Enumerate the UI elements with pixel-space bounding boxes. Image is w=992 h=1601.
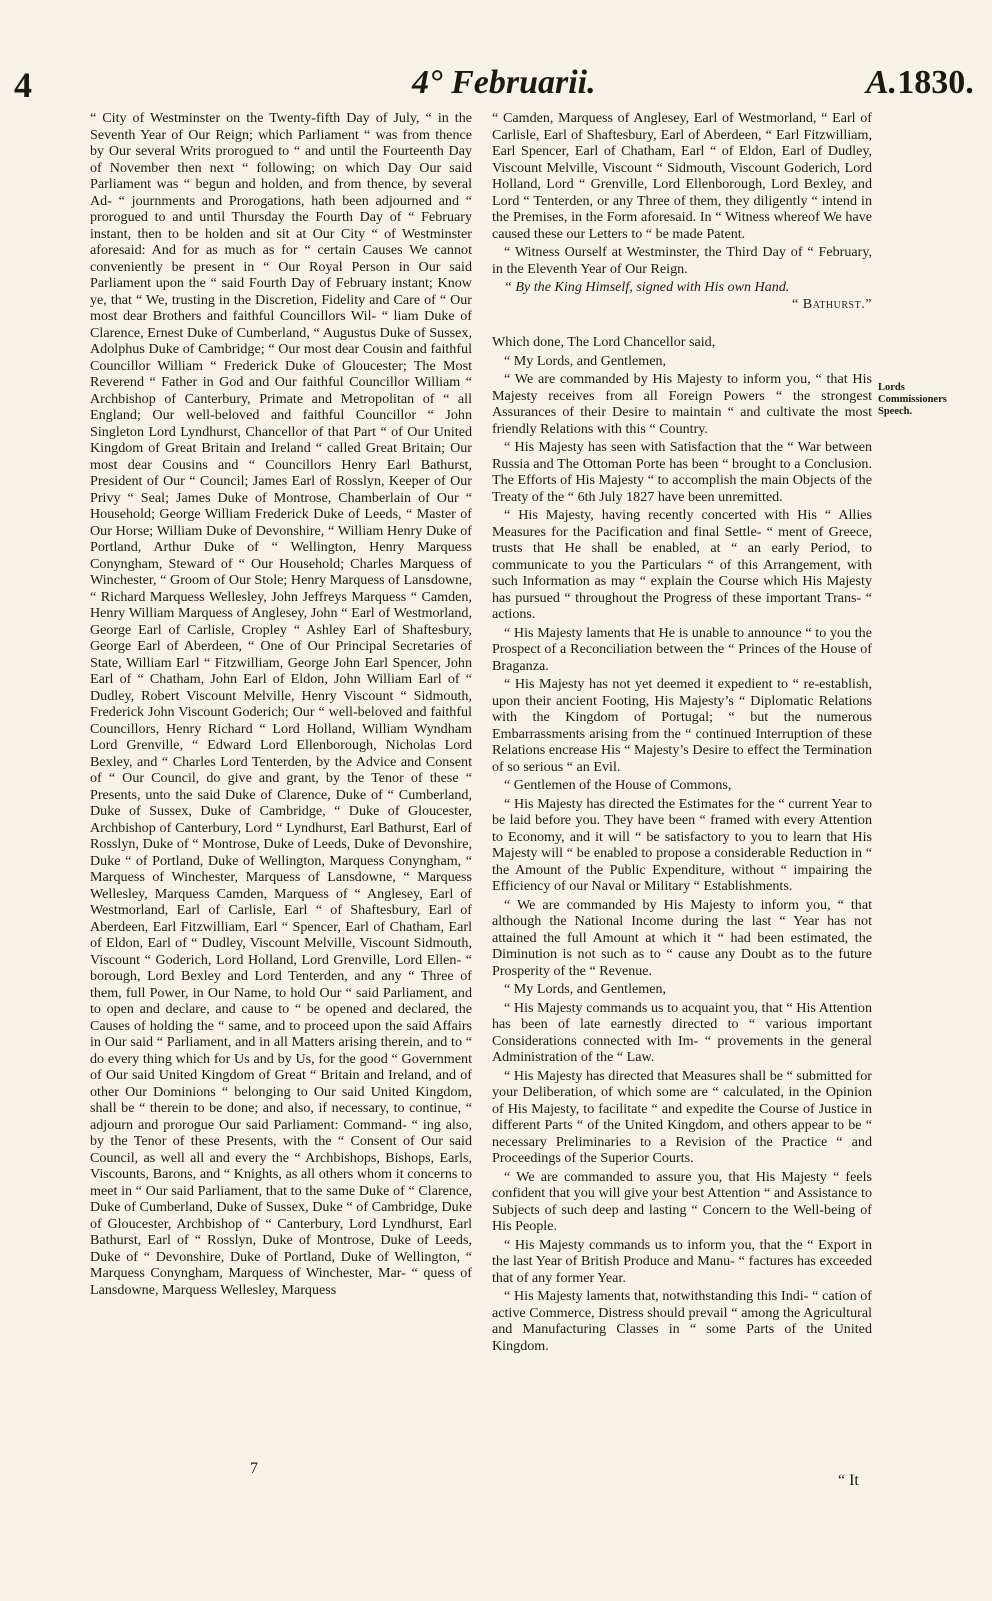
speech-paragraph: “ My Lords, and Gentlemen,: [504, 981, 667, 997]
speech-paragraph: “ His Majesty commands us to inform you, that the “ Export in the last Year of British Produce and Manu- “ factures has exceeded that of any former Year.: [492, 1236, 872, 1286]
year-prefix: A.: [866, 64, 898, 101]
left-column-text: “ City of Westminster on the Twenty-fifth Day of July, “ in the Seventh Year of Our Reign; which Parliament “ was from thence by Our several Writs prorogued to “ and until the Fourteenth Day of November then next “ following; on which Day Our said Parliament was “ begun and holden, and from thence, by several Ad- “ journments and Prorogations, hath been adjourned and “ prorogued to and until Thursday the Fourth Day of “ February instant, then to be holden and sit at Our City “ of Westminster aforesaid: And for as much as for “ certain Causes We cannot conveniently be present in “ Our Royal Person in Our said Parliament upon the “ said Fourth Day of February instant; Know ye, that “ We, trusting in the Discretion, Fidelity and Care of “ Our most dear Brothers and faithful Councillors Wil- “ liam Duke of Clarence, Ernest Duke of Cumberland, “ Augustus Duke of Sussex, Adolphus Duke of Cambridge; “ Our most dear Cousin and faithful Councillor William “ Frederick Duke of Gloucester; The Most Reverend “ Father in God and Our faithful Councillor William “ Archbishop of Canterbury, Primate and Metropolitan of “ all England; Our well-beloved and faithful Councillor “ John Singleton Lord Lyndhurst, Chancellor of that Part “ of Our United Kingdom of Great Britain and Ireland “ called Great Britain; Our most dear Cousins and “ Councillors Henry Earl Bathurst, President of Our “ Council; James Earl of Rosslyn, Keeper of Our Privy “ Seal; James Duke of Montrose, Chamberlain of Our “ Household; George William Frederick Duke of Leeds, “ Master of Our Horse; William Duke of Devonshire, “ William Henry Duke of Portland, Arthur Duke of “ Wellington, Henry Marquess Conyngham, Steward of “ Our Household; Charles Marquess of Winchester, “ Groom of Our Stole; Henry Marquess of Lansdowne, “ Richard Marquess Wellesley, John Jeffreys Marquess “ Camden, Henry William Marquess of Anglesey, John “ Earl of Westmorland, George Earl of Carlisle, Cropley “ Ashley Earl of Shaftesbury, George Earl of Aberdeen, “ One of Our Principal Secretaries of State, William Earl “ Fitzwilliam, George John Earl Spencer, John Earl of “ Chatham, John Earl of Eldon, John William Earl of “ Dudley, Robert Viscount Melville, Henry Viscount “ Sidmouth, Frederick John Viscount Goderich; Our “ well-beloved and faithful Councillors, Henry Richard “ Lord Holland, William Wyndham Lord Grenville, “ Edward Lord Ellenborough, Nicholas Lord Bexley, and “ Charles Lord Tenterden, by the Advice and Consent of “ Our Council, do give and grant, by the Tenor of these “ Presents, unto the said Duke of Clarence, Duke of “ Cumberland, Duke of Sussex, Duke of Cambridge, “ Duke of Gloucester, Archbishop of Canterbury, Lord “ Lyndhurst, Earl Bathurst, Earl of Rosslyn, Duke of “ Montrose, Duke of Leeds, Duke of Devonshire, Duke “ of Portland, Duke of Wellington, Marquess Conyngham, “ Marquess of Winchester, Marquess of Lansdowne, “ Marquess Wellesley, Marquess Camden, Marquess of “ Anglesey, Earl of Westmorland, Earl of Carlisle, Earl “ of Shaftesbury, Earl of Aberdeen, Earl Fitzwilliam, Earl “ Spencer, Earl of Chatham, Earl of Eldon, Earl of “ Dudley, Viscount Melville, Viscount Sidmouth, Viscount “ Goderich, Lord Holland, Lord Grenville, Lord Ellen- “ borough, Lord Bexley and Lord Tenterden, and any “ Three of them, full Power, in Our Name, to hold Our “ said Parliament, and to open and declare, and cause to “ be opened and declared, the Causes of holding the “ same, and to proceed upon the said Affairs in Our said “ Parliament, and in all Matters arising therein, and to “ do every thing which for Us and by Us, for the good “ Government of Our said United Kingdom of Great “ Britain and Ireland, and of other Our Dominions “ belonging to Our said United Kingdom, shall be “ therein to be done; and also, if necessary, to continue, “ adjourn and prorogue Our said Parliament: Command- “ ing also, by the Tenor of these Presents, with the “ Consent of Our said Council, as well all and every the “ Archbishops, Bishops, Earls, Viscounts, Barons, and “ Knights, as all others whom it concerns to meet in “ Our said Parliament, that to the same Duke of “ Clarence, Duke of Cumberland, Duke of Sussex, Duke “ of Cambridge, Duke of Gloucester, Archbishop of “ Canterbury, Lord Lyndhurst, Earl Bathurst, Earl of “ Rosslyn, Duke of Montrose, Duke of Leeds, Duke of “ Devonshire, Duke of Portland, Duke of Wellington, “ Marquess Conyngham, Marquess of Winchester, Mar- “ quess of Lansdowne, Marquess Wellesley, Marquess: [90, 110, 472, 1298]
folio-number: 7: [250, 1460, 258, 1477]
letters-patent-close: “ Camden, Marquess of Anglesey, Earl of Westmorland, “ Earl of Carlisle, Earl of Shaftesbury, Earl of Aberdeen, “ Earl Fitzwilliam, Earl Spencer, Earl of Chatham, Earl “ of Eldon, Earl of Dudley, Viscount Melville, Viscount “ Sidmouth, Viscount Goderich, Lord Holland, Lord “ Grenville, Lord Ellenborough, Lord Bexley, and Lord “ Tenterden, or any Three of them, they diligently “ intend in the Premises, in the Form aforesaid. In “ Witness whereof We have caused these our Letters to “ be made Patent.: [492, 110, 872, 242]
speech-paragraph: “ My Lords, and Gentlemen,: [504, 352, 667, 369]
speech-paragraph: “ We are commanded by His Majesty to inform you, “ that although the National Income during the last “ Year has not attained the full Amount at which it “ had been estimated, the Diminution is not such as to “ cause any Doubt as to the future Prosperity of the “ Revenue.: [492, 896, 872, 979]
speech-paragraph: “ His Majesty has not yet deemed it expedient to “ re-establish, upon their ancient Footing, His Majesty’s “ Diplomatic Relations with the Kingdom of Portugal; “ but the numerous Embarrassments arising from the “ continued Interruption of these Relations encrease His “ Majesty’s Desire to effect the Termination of so serious “ an Evil.: [492, 676, 872, 775]
left-column: [90, 110, 472, 1298]
catchword: “ It: [838, 1472, 859, 1489]
speech-paragraph: “ His Majesty has directed the Estimates for the “ current Year to be laid before you. They have been “ framed with every Attention to Economy, and it will “ be satisfactory to you to learn that His Majesty will “ be enabled to propose a considerable Reduction in “ the Amount of the Public Expenditure, without “ impairing the Efficiency of our Naval or Military “ Establishments.: [492, 795, 872, 894]
year-heading: [866, 64, 974, 102]
speech-paragraph: “ We are commanded to assure you, that His Majesty “ feels confident that you will give your best Attention “ and Assistance to Subjects of such deep and lasting “ Concern to the Well-being of His People.: [492, 1168, 872, 1234]
speech-paragraph: “ His Majesty commands us to acquaint you, that “ His Attention has been of late earnestly directed to “ various important Considerations connected with Im- “ provements in the general Administration of the “ Law.: [492, 999, 872, 1065]
page-header: [0, 64, 992, 104]
speech-paragraph: “ His Majesty, having recently concerted with His “ Allies Measures for the Pacification and final Settle- “ ment of Greece, trusts that He shall be enabled, at “ an early Period, to communicate to you the Particulars “ of this Arrangement, with such Information as may “ explain the Course which His Majesty has pursued “ throughout the Progress of these important Trans- “ actions.: [492, 507, 872, 622]
speech-paragraph: “ Gentlemen of the House of Commons,: [504, 777, 732, 793]
signature: “ Bathurst.”: [792, 295, 872, 312]
right-column: [492, 110, 872, 1354]
margin-note: Lords Commissioners Speech.: [878, 382, 947, 417]
year-number: 1830.: [897, 64, 974, 101]
witness-line: “ Witness Ourself at Westminster, the Third Day of “ February, in the Eleventh Year of Our Reign.: [492, 244, 872, 277]
page-title: 4° Februarii.: [412, 64, 596, 101]
speech-paragraph: “ His Majesty has directed that Measures shall be “ submitted for your Deliberation, of which some are “ calculated, in the Opinion of His Majesty, to facilitate “ and expedite the Course of Justice in different Parts “ of the United Kingdom, and others appear to be “ necessary Preliminaries to a Revision of the Practice “ and Proceedings of the Superior Courts.: [492, 1067, 872, 1166]
speech-paragraph: “ His Majesty has seen with Satisfaction that the “ War between Russia and The Ottoman Porte has been “ brought to a Conclusion. The Efforts of His Majesty “ to accomplish the main Objects of the Treaty of the “ 6th July 1827 have been unremitted.: [492, 439, 872, 505]
speech-paragraph: “ His Majesty laments that, notwithstanding this Indi- “ cation of active Commerce, Distress should prevail “ among the Agricultural and Manufacturing Classes in “ some Parts of the United Kingdom.: [492, 1288, 872, 1354]
speech-paragraph: “ We are commanded by His Majesty to inform you, “ that His Majesty receives from all Foreign Powers “ the strongest Assurances of their Desire to maintain “ and cultivate the most friendly Relations with this “ Country.: [492, 371, 872, 437]
which-done-line: Which done, The Lord Chancellor said,: [492, 334, 716, 350]
speech-paragraph: “ His Majesty laments that He is unable to announce “ to you the Prospect of a Reconciliation between the “ Princes of the House of Braganza.: [492, 624, 872, 674]
by-the-king-line: “ By the King Himself, signed with His own Hand.: [504, 279, 790, 295]
page-number: 4: [14, 65, 32, 105]
